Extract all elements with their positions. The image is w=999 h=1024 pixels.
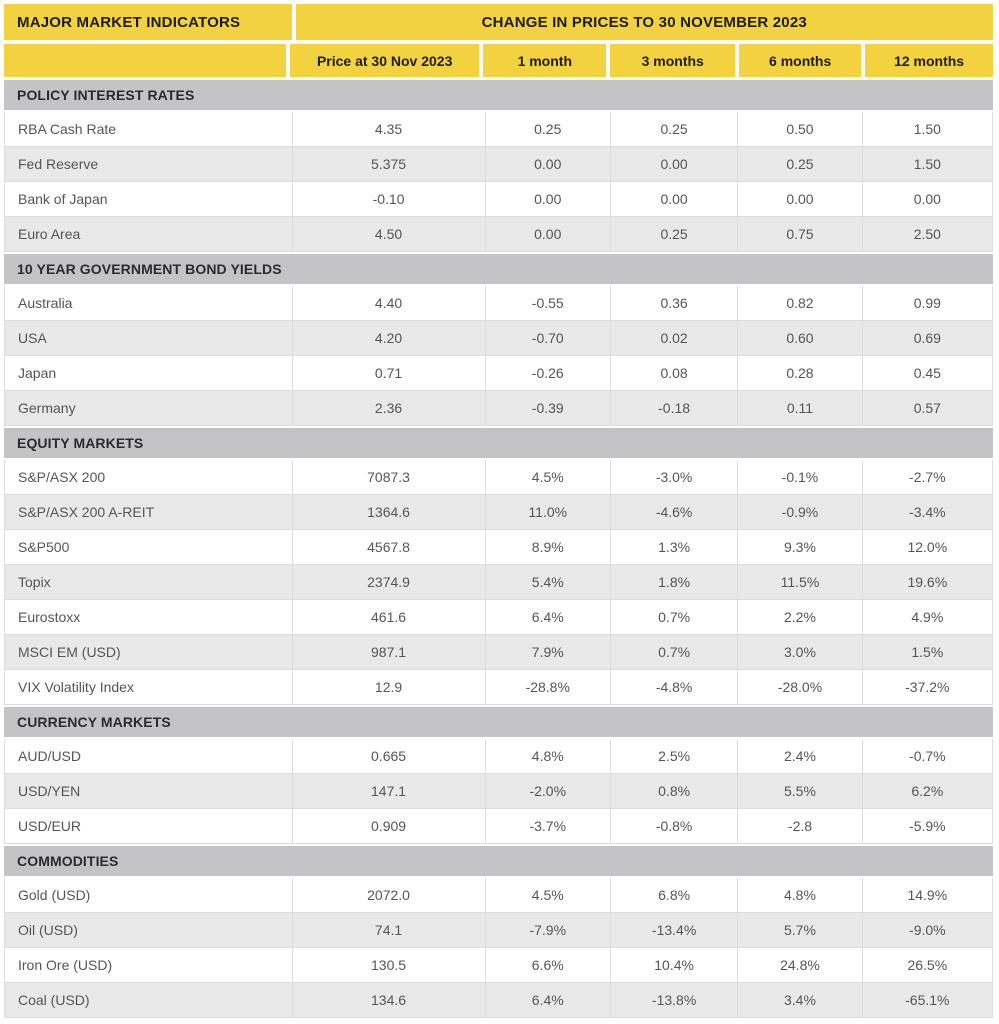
- section-title: CURRENCY MARKETS: [17, 714, 171, 730]
- value-cell: -4.6%: [611, 495, 738, 529]
- value-cell: 14.9%: [863, 878, 993, 912]
- table-row-usd-yen: [4, 774, 993, 809]
- section-header-equity-markets: [4, 428, 993, 458]
- value-cell: -2.0%: [486, 774, 611, 808]
- value-cell: 2.36: [293, 391, 486, 425]
- table-header-row: [4, 4, 993, 40]
- column-header-12-months: 12 months: [865, 44, 993, 77]
- row-label: S&P/ASX 200 A-REIT: [5, 495, 293, 529]
- value-cell: 4.50: [293, 217, 486, 251]
- row-label: Australia: [5, 286, 293, 320]
- column-header-3-months: 3 months: [610, 44, 735, 77]
- value-cell: 2.2%: [738, 600, 862, 634]
- value-cell: 6.4%: [486, 600, 611, 634]
- value-cell: -3.4%: [863, 495, 993, 529]
- value-cell: 1.5%: [863, 635, 993, 669]
- value-cell: 0.99: [863, 286, 993, 320]
- row-label: RBA Cash Rate: [5, 112, 293, 146]
- value-cell: -2.8: [738, 809, 862, 843]
- value-cell: 0.00: [863, 182, 993, 216]
- column-header-spacer: [4, 44, 286, 77]
- value-cell: -7.9%: [486, 913, 611, 947]
- value-cell: 0.00: [738, 182, 862, 216]
- value-cell: -9.0%: [863, 913, 993, 947]
- table-row-s-p-asx-200-a-reit: [4, 495, 993, 530]
- row-label: MSCI EM (USD): [5, 635, 293, 669]
- value-cell: 0.57: [863, 391, 993, 425]
- value-cell: 4.20: [293, 321, 486, 355]
- value-cell: -65.1%: [863, 983, 993, 1017]
- table-row-japan: [4, 356, 993, 391]
- value-cell: -3.0%: [611, 460, 738, 494]
- value-cell: 6.4%: [486, 983, 611, 1017]
- value-cell: 461.6: [293, 600, 486, 634]
- value-cell: 5.375: [293, 147, 486, 181]
- value-cell: 0.25: [486, 112, 611, 146]
- value-cell: 0.45: [863, 356, 993, 390]
- value-cell: 2.5%: [611, 739, 738, 773]
- value-cell: -0.9%: [738, 495, 862, 529]
- value-cell: 26.5%: [863, 948, 993, 982]
- value-cell: 11.5%: [738, 565, 862, 599]
- section-header-policy-interest-rates: [4, 80, 993, 110]
- row-label: S&P500: [5, 530, 293, 564]
- row-label: Oil (USD): [5, 913, 293, 947]
- value-cell: 3.4%: [738, 983, 862, 1017]
- table-row-s-p-asx-200: [4, 460, 993, 495]
- value-cell: -28.8%: [486, 670, 611, 704]
- table-title: MAJOR MARKET INDICATORS: [4, 4, 292, 40]
- value-cell: 5.4%: [486, 565, 611, 599]
- column-header-1-month: 1 month: [483, 44, 606, 77]
- value-cell: 0.8%: [611, 774, 738, 808]
- row-label: Iron Ore (USD): [5, 948, 293, 982]
- value-cell: 2072.0: [293, 878, 486, 912]
- value-cell: 0.909: [293, 809, 486, 843]
- row-label: VIX Volatility Index: [5, 670, 293, 704]
- value-cell: -0.1%: [738, 460, 862, 494]
- value-cell: 0.08: [611, 356, 738, 390]
- section-header-10-year-government-bond-yields: [4, 254, 993, 284]
- section-header-currency-markets: [4, 707, 993, 737]
- table-row-usd-eur: [4, 809, 993, 844]
- value-cell: 0.50: [738, 112, 862, 146]
- value-cell: 8.9%: [486, 530, 611, 564]
- table-row-rba-cash-rate: [4, 112, 993, 147]
- table-row-gold-usd: [4, 878, 993, 913]
- table-row-euro-area: [4, 217, 993, 252]
- row-label: Coal (USD): [5, 983, 293, 1017]
- value-cell: 5.7%: [738, 913, 862, 947]
- value-cell: -0.8%: [611, 809, 738, 843]
- value-cell: 0.69: [863, 321, 993, 355]
- value-cell: 0.11: [738, 391, 862, 425]
- value-cell: 12.9: [293, 670, 486, 704]
- value-cell: 3.0%: [738, 635, 862, 669]
- table-row-aud-usd: [4, 739, 993, 774]
- value-cell: 7087.3: [293, 460, 486, 494]
- table-row-fed-reserve: [4, 147, 993, 182]
- value-cell: 147.1: [293, 774, 486, 808]
- value-cell: 4567.8: [293, 530, 486, 564]
- value-cell: 1.50: [863, 147, 993, 181]
- value-cell: 0.7%: [611, 600, 738, 634]
- column-header-6-months: 6 months: [739, 44, 861, 77]
- value-cell: 1.3%: [611, 530, 738, 564]
- value-cell: -28.0%: [738, 670, 862, 704]
- value-cell: 0.02: [611, 321, 738, 355]
- value-cell: -13.4%: [611, 913, 738, 947]
- value-cell: 12.0%: [863, 530, 993, 564]
- value-cell: -0.39: [486, 391, 611, 425]
- row-label: Bank of Japan: [5, 182, 293, 216]
- row-label: AUD/USD: [5, 739, 293, 773]
- value-cell: 6.2%: [863, 774, 993, 808]
- table-row-iron-ore-usd: [4, 948, 993, 983]
- value-cell: 2.4%: [738, 739, 862, 773]
- value-cell: -37.2%: [863, 670, 993, 704]
- table-row-vix-volatility-index: [4, 670, 993, 705]
- value-cell: -0.18: [611, 391, 738, 425]
- value-cell: 4.9%: [863, 600, 993, 634]
- row-label: Topix: [5, 565, 293, 599]
- value-cell: 4.8%: [486, 739, 611, 773]
- column-header-row: [4, 44, 993, 77]
- value-cell: 987.1: [293, 635, 486, 669]
- value-cell: 0.00: [486, 217, 611, 251]
- section-header-commodities: [4, 846, 993, 876]
- value-cell: 6.6%: [486, 948, 611, 982]
- column-header-price: Price at 30 Nov 2023: [290, 44, 479, 77]
- row-label: Eurostoxx: [5, 600, 293, 634]
- row-label: Gold (USD): [5, 878, 293, 912]
- row-label: S&P/ASX 200: [5, 460, 293, 494]
- table-row-oil-usd: [4, 913, 993, 948]
- row-label: Japan: [5, 356, 293, 390]
- value-cell: 1.50: [863, 112, 993, 146]
- value-cell: 19.6%: [863, 565, 993, 599]
- value-cell: -4.8%: [611, 670, 738, 704]
- value-cell: 24.8%: [738, 948, 862, 982]
- value-cell: 74.1: [293, 913, 486, 947]
- value-cell: 0.28: [738, 356, 862, 390]
- table-row-usa: [4, 321, 993, 356]
- value-cell: 0.25: [738, 147, 862, 181]
- value-cell: 4.5%: [486, 878, 611, 912]
- table-row-s-p500: [4, 530, 993, 565]
- value-cell: -3.7%: [486, 809, 611, 843]
- table-row-bank-of-japan: [4, 182, 993, 217]
- value-cell: -2.7%: [863, 460, 993, 494]
- value-cell: 0.60: [738, 321, 862, 355]
- row-label: Fed Reserve: [5, 147, 293, 181]
- value-cell: -0.26: [486, 356, 611, 390]
- table-row-topix: [4, 565, 993, 600]
- value-cell: -0.7%: [863, 739, 993, 773]
- value-cell: 0.82: [738, 286, 862, 320]
- value-cell: 0.25: [611, 112, 738, 146]
- value-cell: -0.10: [293, 182, 486, 216]
- value-cell: 2.50: [863, 217, 993, 251]
- value-cell: 0.00: [611, 182, 738, 216]
- row-label: USA: [5, 321, 293, 355]
- value-cell: 0.00: [611, 147, 738, 181]
- row-label: Germany: [5, 391, 293, 425]
- value-cell: 0.00: [486, 147, 611, 181]
- value-cell: 9.3%: [738, 530, 862, 564]
- value-cell: 10.4%: [611, 948, 738, 982]
- value-cell: 0.00: [486, 182, 611, 216]
- table-row-coal-usd: [4, 983, 993, 1018]
- table-body: [4, 80, 993, 1018]
- row-label: USD/EUR: [5, 809, 293, 843]
- section-title: COMMODITIES: [17, 853, 119, 869]
- row-label: USD/YEN: [5, 774, 293, 808]
- table-row-msci-em-usd: [4, 635, 993, 670]
- value-cell: 0.25: [611, 217, 738, 251]
- value-cell: 130.5: [293, 948, 486, 982]
- row-label: Euro Area: [5, 217, 293, 251]
- value-cell: 1.8%: [611, 565, 738, 599]
- value-cell: 4.40: [293, 286, 486, 320]
- section-title: 10 YEAR GOVERNMENT BOND YIELDS: [17, 261, 282, 277]
- value-cell: 5.5%: [738, 774, 862, 808]
- value-cell: 7.9%: [486, 635, 611, 669]
- value-cell: 4.5%: [486, 460, 611, 494]
- value-cell: 134.6: [293, 983, 486, 1017]
- section-title: EQUITY MARKETS: [17, 435, 144, 451]
- value-cell: 4.35: [293, 112, 486, 146]
- value-cell: 0.71: [293, 356, 486, 390]
- value-cell: 4.8%: [738, 878, 862, 912]
- value-cell: 0.7%: [611, 635, 738, 669]
- table-row-australia: [4, 286, 993, 321]
- value-cell: 11.0%: [486, 495, 611, 529]
- table-row-eurostoxx: [4, 600, 993, 635]
- value-cell: 2374.9: [293, 565, 486, 599]
- value-cell: -5.9%: [863, 809, 993, 843]
- value-cell: -0.70: [486, 321, 611, 355]
- table-subtitle: CHANGE IN PRICES TO 30 NOVEMBER 2023: [296, 4, 993, 40]
- value-cell: 6.8%: [611, 878, 738, 912]
- table-row-germany: [4, 391, 993, 426]
- value-cell: 1364.6: [293, 495, 486, 529]
- value-cell: 0.665: [293, 739, 486, 773]
- value-cell: -0.55: [486, 286, 611, 320]
- value-cell: -13.8%: [611, 983, 738, 1017]
- value-cell: 0.36: [611, 286, 738, 320]
- section-title: POLICY INTEREST RATES: [17, 87, 195, 103]
- value-cell: 0.75: [738, 217, 862, 251]
